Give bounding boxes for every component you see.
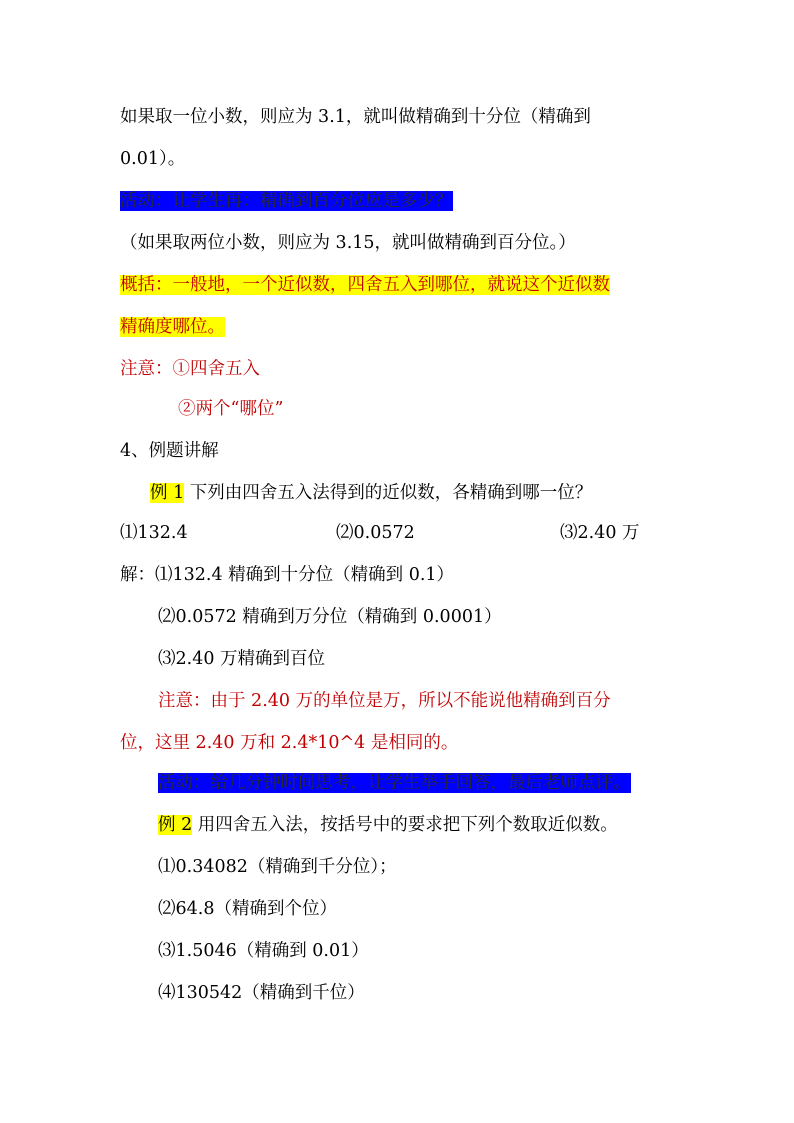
- answer-line: ⑶2.40 万精确到百位: [158, 649, 326, 669]
- summary-line: [120, 274, 610, 296]
- answer-line: 解：⑴132.4 精确到十分位（精确到 0.1）: [120, 565, 455, 585]
- blue-highlight-text: 活动：给几分钟时间思考，让学生举手回答，最后老师点评。: [158, 773, 631, 793]
- problem-item: ⑵64.8（精确到个位）: [158, 899, 337, 919]
- question-item: ⑶2.40 万: [560, 523, 640, 543]
- problem-item: ⑷130542（精确到千位）: [158, 983, 365, 1003]
- blue-highlight-text: 活动：让学生再：精确到百分位应是多少？: [120, 191, 453, 211]
- yellow-highlight-text: 概括：一般地，一个近似数，四舍五入到哪位，就说这个近似数: [120, 275, 610, 295]
- yellow-highlight-text: 精确度哪位。: [120, 317, 225, 337]
- paragraph-line: 0.01）。: [120, 149, 186, 169]
- summary-line: [120, 316, 225, 338]
- problem-item: ⑴0.34082（精确到千分位）；: [158, 857, 397, 877]
- example-heading: [150, 482, 592, 504]
- activity-line: [158, 772, 631, 794]
- note-line: 注意：①四舍五入: [120, 359, 260, 379]
- example-heading: [158, 814, 618, 836]
- activity-line: [120, 190, 453, 212]
- example-text: 下列由四舍五入法得到的近似数，各精确到哪一位？: [184, 483, 593, 503]
- answer-line: ⑵0.0572 精确到万分位（精确到 0.0001）: [158, 607, 502, 627]
- paragraph-line: （如果取两位小数，则应为 3.15，就叫做精确到百分位。）: [120, 233, 576, 253]
- example-label: 例 2: [158, 815, 193, 835]
- problem-item: ⑶1.5046（精确到 0.01）: [158, 941, 369, 961]
- paragraph-line: 如果取一位小数，则应为 3.1，就叫做精确到十分位（精确到: [120, 107, 591, 127]
- note-line: 注意：由于 2.40 万的单位是万，所以不能说他精确到百分: [158, 691, 611, 711]
- question-item: ⑴132.4: [120, 523, 188, 543]
- note-line: 位，这里 2.40 万和 2.4*10^4 是相同的。: [120, 733, 459, 753]
- example-text: 用四舍五入法，按括号中的要求把下列个数取近似数。: [192, 815, 618, 835]
- section-heading: 4、例题讲解: [120, 441, 219, 461]
- note-line: ②两个“哪位”: [178, 399, 284, 419]
- example-label: 例 1: [150, 483, 185, 503]
- question-item: ⑵0.0572: [336, 523, 415, 543]
